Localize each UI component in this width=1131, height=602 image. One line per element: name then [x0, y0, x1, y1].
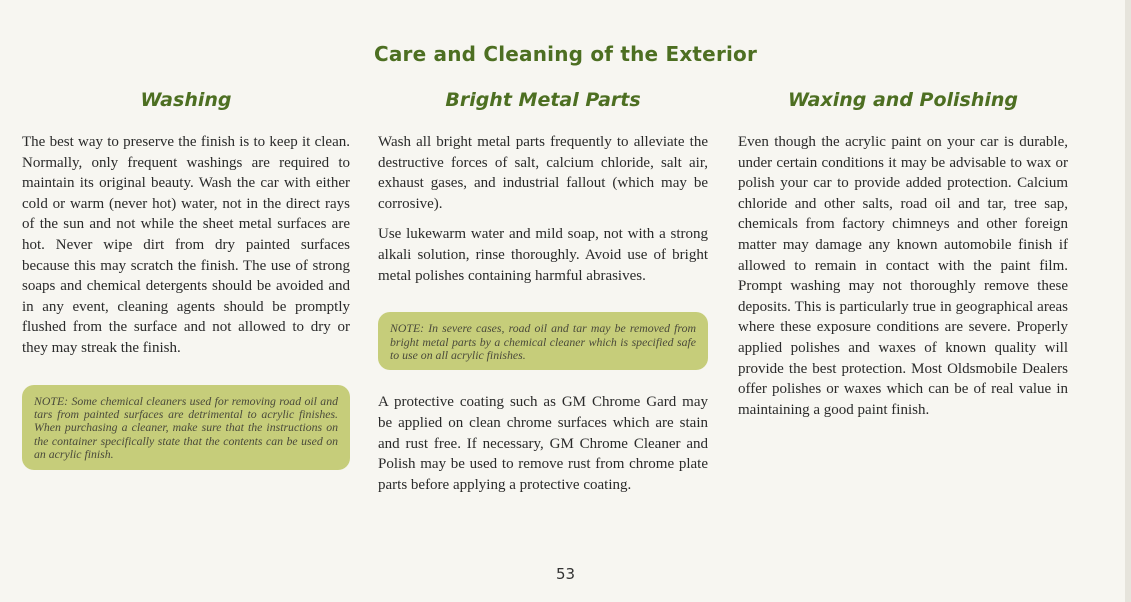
page-title: Care and Cleaning of the Exterior — [373, 42, 758, 66]
washing-paragraph: The best way to preserve the finish is to keep it clean. Normally, only frequent washings are required to maintain its original beauty. Wash the car with either cold or warm (never hot) water, not in the direct rays of the sun and not while the sheet metal surfaces are hot. Never wipe dirt from dry painted surfaces because this may scratch the finish. The use of strong soaps and chemical detergents should be avoided and in any event, cleaning agents should be promptly flushed from the surface and not allowed to dry or they may streak the finish. — [22, 134, 350, 356]
page-edge — [1125, 0, 1131, 602]
washing-column — [22, 88, 350, 470]
bright-metal-column — [378, 88, 708, 505]
page-number: 53 — [555, 565, 576, 583]
washing-note: NOTE: Some chemical cleaners used for removing road oil and tars from painted surfaces are detrimental to acrylic finishes. When purchasing a cleaner, make sure that the instructions on the container specifically state that the contents can be used on an acrylic finish. — [22, 385, 350, 470]
waxing-paragraph: Even though the acrylic paint on your car is durable, under certain conditions it may be advisable to wax or polish your car to provide added protection. Calcium chloride and other salts, road oil and tar, tree sap, chemicals from factory chimneys and other foreign matter may damage any known automobile finish if allowed to remain in contact with the paint film. Prompt washing may not thoroughly remove these deposits. This is particularly true in geographical areas where these exposure conditions are severe. Properly applied polishes and waxes of known quality will provide the best protection. Most Oldsmobile Dealers offer polishes or waxes which can be of real value in maintaining a good paint finish. — [738, 134, 1068, 418]
waxing-column — [738, 88, 1068, 430]
bright-metal-heading: Bright Metal Parts — [445, 89, 641, 111]
bright-metal-paragraph-2: Use lukewarm water and mild soap, not with a strong alkali solution, rinse thoroughly. Avoid use of bright metal polishes containing harmful abrasives. — [378, 226, 708, 284]
waxing-heading: Waxing and Polishing — [787, 89, 1019, 111]
washing-heading: Washing — [140, 89, 232, 111]
bright-metal-note: NOTE: In severe cases, road oil and tar may be removed from bright metal parts by a chemical cleaner which is specified safe to use on all acrylic finishes. — [378, 312, 708, 370]
bright-metal-paragraph-3: A protective coating such as GM Chrome Gard may be applied on clean chrome surfaces which are stain and rust free. If necessary, GM Chrome Cleaner and Polish may be used to remove rust from chrome plate parts before applying a protective coating. — [378, 394, 708, 493]
bright-metal-paragraph-1: Wash all bright metal parts frequently to alleviate the destructive forces of salt, calcium chloride, salt air, exhaust gases, and industrial fallout (which may be corrosive). — [378, 134, 708, 212]
